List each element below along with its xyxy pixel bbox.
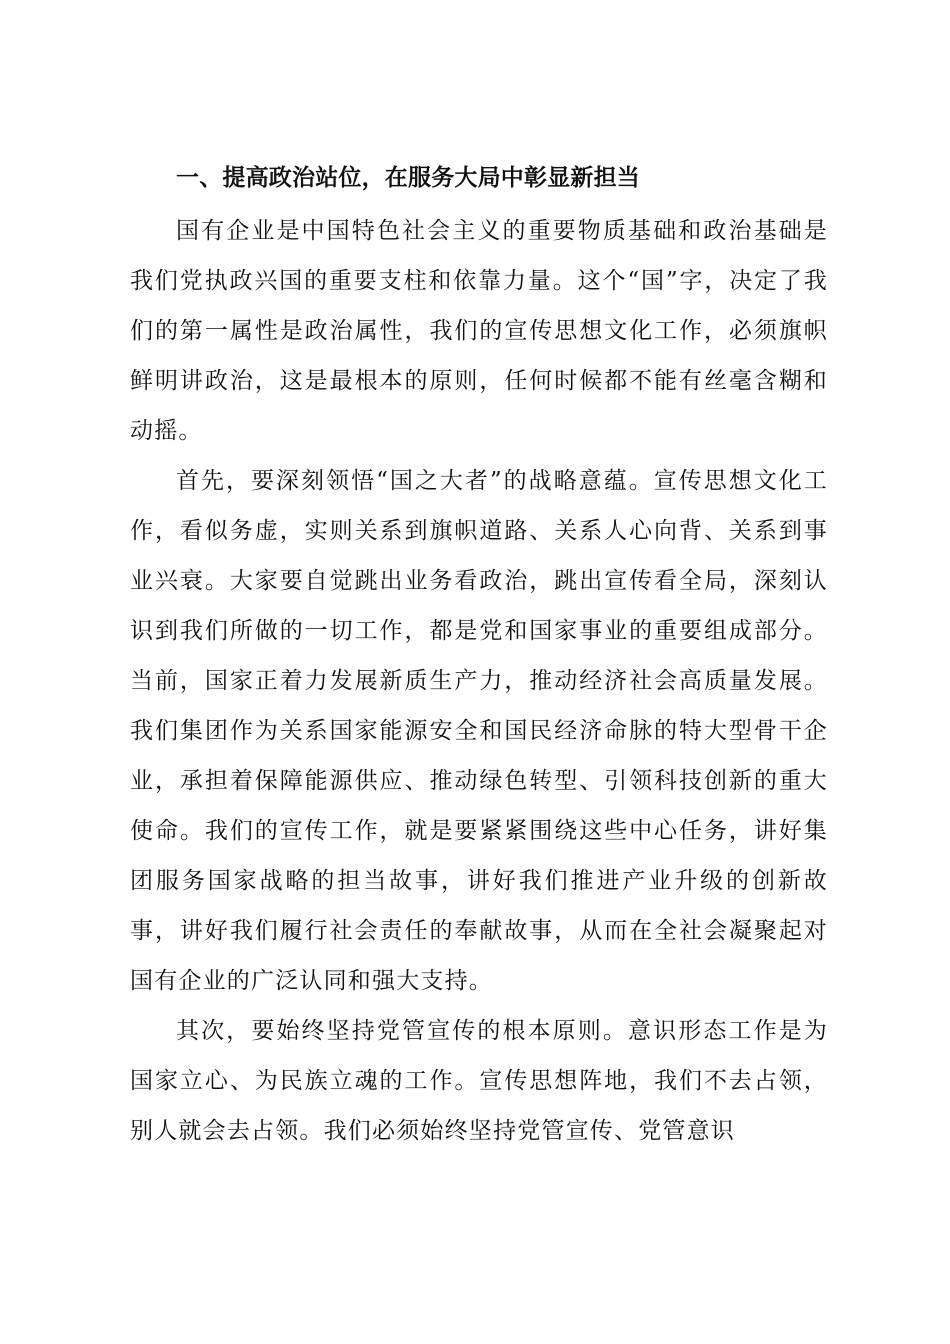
paragraph-2: 首先，要深刻领悟“国之大者”的战略意蕴。宣传思想文化工作，看似务虚，实则关系到旗帜道路、关系人心向背、关系到事业兴衰。大家要自觉跳出业务看政治，跳出宣传看全局，深刻认识到我们所做的一切工作，都是党和国家事业的重要组成部分。当前，国家正着力发展新质生产力，推动经济社会高质量发展。我们集团作为关系国家能源安全和国民经济命脉的特大型骨干企业，承担着保障能源供应、推动绿色转型、引领科技创新的重大使命。我们的宣传工作，就是要紧紧围绕这些中心任务，讲好集团服务国家战略的担当故事，讲好我们推进产业升级的创新故事，讲好我们履行社会责任的奉献故事，从而在全社会凝聚起对国有企业的广泛认同和强大支持。 [130, 468, 828, 994]
paragraph-1: 国有企业是中国特色社会主义的重要物质基础和政治基础是我们党执政兴国的重要支柱和依靠力量。这个“国”字，决定了我们的第一属性是政治属性，我们的宣传思想文化工作，必须旗帜鲜明讲政治，这是最根本的原则，任何时候都不能有丝毫含糊和动摇。 [130, 218, 828, 444]
paragraph-3: 其次，要始终坚持党管宣传的根本原则。意识形态工作是为国家立心、为民族立魂的工作。宣传思想阵地，我们不去占领，别人就会去占领。我们必须始终坚持党管宣传、党管意识 [130, 1018, 828, 1144]
section-heading: 一、提高政治站位，在服务大局中彰显新担当 [176, 165, 640, 191]
document-body [130, 150, 828, 1156]
